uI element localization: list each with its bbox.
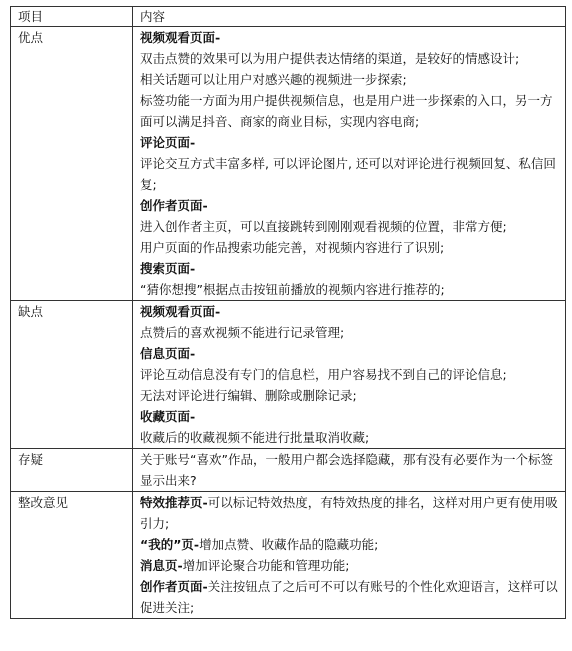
suggestion-lead: 消息页- xyxy=(140,558,183,573)
suggestion-line xyxy=(140,534,561,555)
suggestion-line xyxy=(140,555,561,576)
section-heading: 信息页面- xyxy=(140,346,196,361)
table-header-row xyxy=(11,7,566,27)
row-content-cell xyxy=(133,27,566,301)
content-line: 标签功能一方面为用户提供视频信息，也是用户进一步探索的入口，另一方面可以满足抖音、商家的商业目标，实现内容电商; xyxy=(140,93,553,129)
suggestion-text: 增加点赞、收藏作品的隐藏功能; xyxy=(199,537,379,552)
suggestion-text: 可以标记特效热度，有特效热度的排名，这样对用户更有使用吸引力; xyxy=(140,495,558,531)
suggestion-lead: “我的”页- xyxy=(140,537,200,552)
suggestion-lead: 特效推荐页- xyxy=(140,495,208,510)
table-row xyxy=(11,27,566,301)
suggestion-line xyxy=(140,492,561,534)
content-line: 关于账号“喜欢”作品，一般用户都会选择隐藏，那有没有必要作为一个标签显示出来? xyxy=(140,452,553,488)
content-line: 双击点赞的效果可以为用户提供表达情绪的渠道，是较好的情感设计; xyxy=(140,51,520,66)
section-heading: 收藏页面- xyxy=(140,409,196,424)
row-content-cell xyxy=(133,301,566,449)
row-item-cell: 存疑 xyxy=(11,449,133,492)
content-line: 评论交互方式丰富多样, 可以评论图片, 还可以对评论进行视频回复、私信回复; xyxy=(140,156,556,192)
suggestion-text: 增加评论聚合功能和管理功能; xyxy=(182,558,350,573)
suggestion-lead: 创作者页面- xyxy=(140,579,208,594)
row-content-cell xyxy=(133,449,566,492)
content-line: 用户页面的作品搜索功能完善，对视频内容进行了识别; xyxy=(140,240,445,255)
content-line: 无法对评论进行编辑、删除或删除记录; xyxy=(140,388,357,403)
content-line: 评论互动信息没有专门的信息栏，用户容易找不到自己的评论信息; xyxy=(140,367,507,382)
content-line: 收藏后的收藏视频不能进行批量取消收藏; xyxy=(140,430,370,445)
comparison-table xyxy=(10,6,566,619)
content-line: 相关话题可以让用户对感兴趣的视频进一步探索; xyxy=(140,72,407,87)
table-row xyxy=(11,449,566,492)
section-heading: 视频观看页面- xyxy=(140,304,221,319)
header-content: 内容 xyxy=(133,7,566,27)
header-item: 项目 xyxy=(11,7,133,27)
table-body xyxy=(11,27,566,619)
section-heading: 创作者页面- xyxy=(140,198,208,213)
section-heading: 评论页面- xyxy=(140,135,196,150)
content-line: “猜你想搜”根据点击按钮前播放的视频内容进行推荐的; xyxy=(140,282,445,297)
row-item-cell: 优点 xyxy=(11,27,133,301)
row-content-cell xyxy=(133,492,566,619)
row-item-cell: 缺点 xyxy=(11,301,133,449)
section-heading: 搜索页面- xyxy=(140,261,196,276)
suggestion-line xyxy=(140,576,561,618)
row-item-cell: 整改意见 xyxy=(11,492,133,619)
section-heading: 视频观看页面- xyxy=(140,30,221,45)
content-line: 点赞后的喜欢视频不能进行记录管理; xyxy=(140,325,345,340)
table-row xyxy=(11,301,566,449)
table-row xyxy=(11,492,566,619)
content-line: 进入创作者主页，可以直接跳转到刚刚观看视频的位置，非常方便; xyxy=(140,219,507,234)
suggestion-text: 关注按钮点了之后可不可以有账号的个性化欢迎语言，这样可以促进关注; xyxy=(140,579,558,615)
